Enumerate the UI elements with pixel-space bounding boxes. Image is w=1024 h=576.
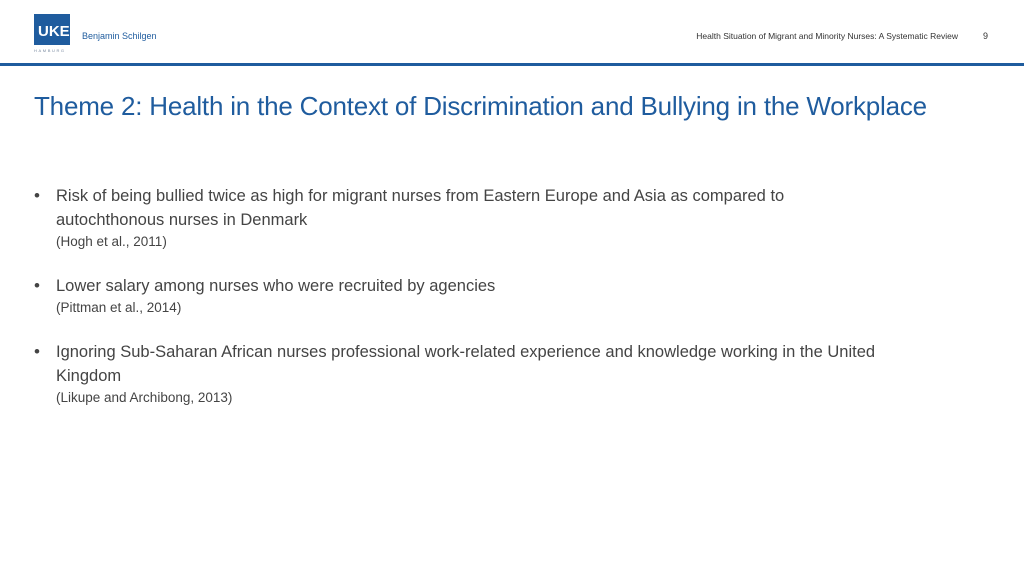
bullet-icon: • [34,186,40,205]
uke-logo [34,14,70,52]
bullet-item [34,184,894,252]
bullet-list [34,184,894,408]
slide-title: Theme 2: Health in the Context of Discrimination and Bullying in the Workplace [34,91,927,121]
bullet-icon: • [34,276,40,295]
bullet-text: Lower salary among nurses who were recruited by agencies [56,277,496,295]
author-name: Benjamin Schilgen [82,31,157,41]
bullet-item [34,274,894,318]
presentation-title: Health Situation of Migrant and Minority Nurses: A Systematic Review [696,31,958,41]
bullet-text: Ignoring Sub-Saharan African nurses professional work-related experience and knowledge working in the United Kingdom [56,343,876,385]
bullet-text: Risk of being bullied twice as high for migrant nurses from Eastern Europe and Asia as compared to autochthonous nurses in Denmark [56,187,785,229]
bullet-citation: (Hogh et al., 2011) [56,234,167,249]
bullet-citation: (Pittman et al., 2014) [56,300,182,315]
page-number: 9 [983,31,989,41]
bullet-icon: • [34,342,40,361]
svg-text:UKE: UKE [38,23,70,40]
uke-logo-letters [34,14,70,45]
bullet-item [34,340,894,408]
header-divider [0,63,1024,66]
uke-logo-subtext: HAMBURG [34,48,66,53]
bullet-citation: (Likupe and Archibong, 2013) [56,390,233,405]
uke-logo-mark [34,14,70,45]
